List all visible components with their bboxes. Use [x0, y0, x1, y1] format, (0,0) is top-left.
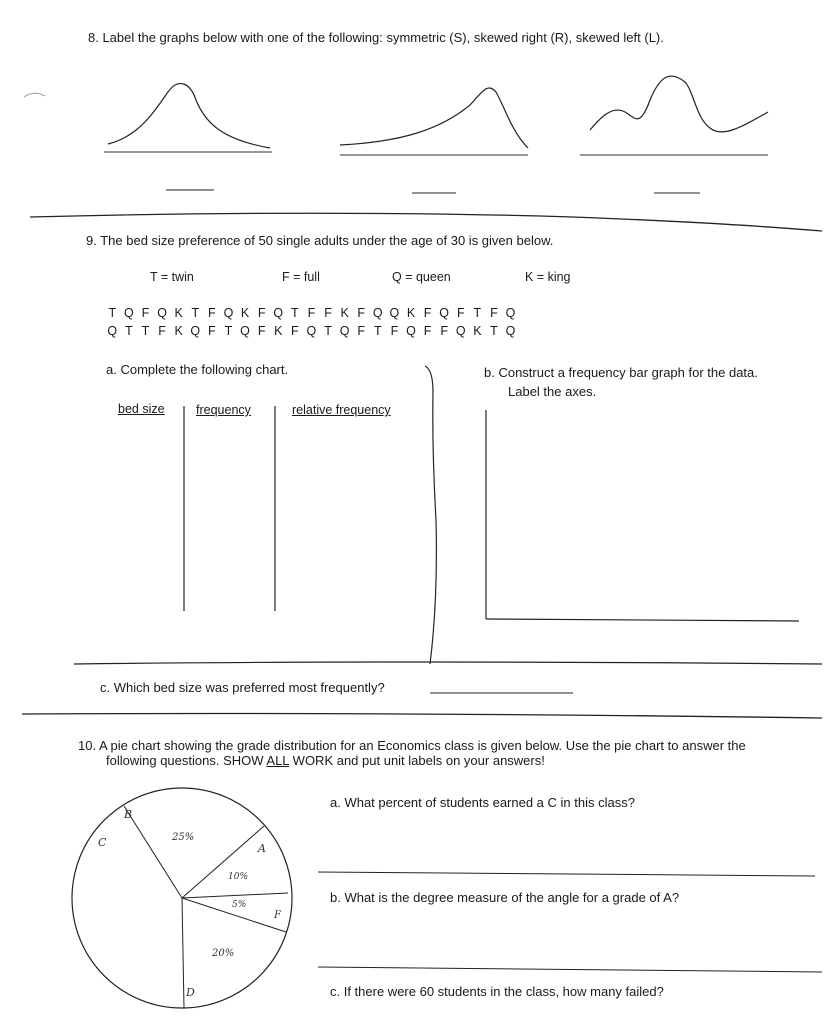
q9b-prompt-line2: Label the axes.	[508, 384, 597, 399]
pie-pct-d: 20%	[212, 948, 235, 959]
table-header-frequency: frequency	[196, 403, 251, 417]
table-header-bed-size: bed size	[118, 402, 165, 416]
q9-prompt: 9. The bed size preference of 50 single adults under the age of 30 is given below.	[86, 233, 554, 248]
table-header-relative-frequency: relative frequency	[292, 403, 391, 417]
pie-pct-a: 10%	[228, 872, 249, 882]
data-row-2: Q T T F K Q F T Q F K F Q T Q F T F Q F F Q K T Q	[107, 324, 516, 338]
answer-line-10a	[318, 872, 815, 876]
key-queen: Q = queen	[392, 270, 451, 284]
curve-2-skewed-left	[340, 88, 528, 148]
q10-prompt-line2: following questions. SHOW ALL WORK and put unit labels on your answers!	[106, 753, 545, 768]
pie-label-a: A	[258, 842, 266, 855]
pie-label-d: D	[186, 986, 195, 999]
answer-line-10b	[318, 967, 822, 972]
q8-prompt: 8. Label the graphs below with one of the following: symmetric (S), skewed right (R), skewed left (L).	[88, 30, 664, 45]
pie-label-f: F	[274, 910, 281, 921]
q10b-prompt: b. What is the degree measure of the angle for a grade of A?	[330, 890, 680, 905]
pie-label-c: C	[98, 836, 107, 849]
q9a-prompt: a. Complete the following chart.	[106, 362, 289, 377]
pie-chart	[72, 788, 292, 1008]
curve-1-skewed-right	[108, 84, 270, 148]
pie-pct-f: 5%	[232, 900, 247, 910]
q9b-prompt: b. Construct a frequency bar graph for the data.	[484, 365, 758, 380]
data-row-1: T Q F Q K T F Q K F Q T F F K F Q Q K F Q F T F Q	[108, 306, 516, 320]
key-king: K = king	[525, 270, 571, 284]
pie-pct-b: 25%	[172, 832, 195, 843]
q9c-prompt: c. Which bed size was preferred most frequently?	[100, 680, 385, 695]
q10a-prompt: a. What percent of students earned a C in this class?	[330, 795, 635, 810]
pie-label-b: B	[124, 808, 133, 821]
key-full: F = full	[282, 270, 320, 284]
q10c-prompt: c. If there were 60 students in the class, how many failed?	[330, 984, 664, 999]
curve-3-bimodal	[590, 76, 768, 132]
key-twin: T = twin	[150, 270, 194, 284]
q10-prompt-line1: 10. A pie chart showing the grade distribution for an Economics class is given below. Use the pie chart to answer the	[78, 738, 746, 753]
